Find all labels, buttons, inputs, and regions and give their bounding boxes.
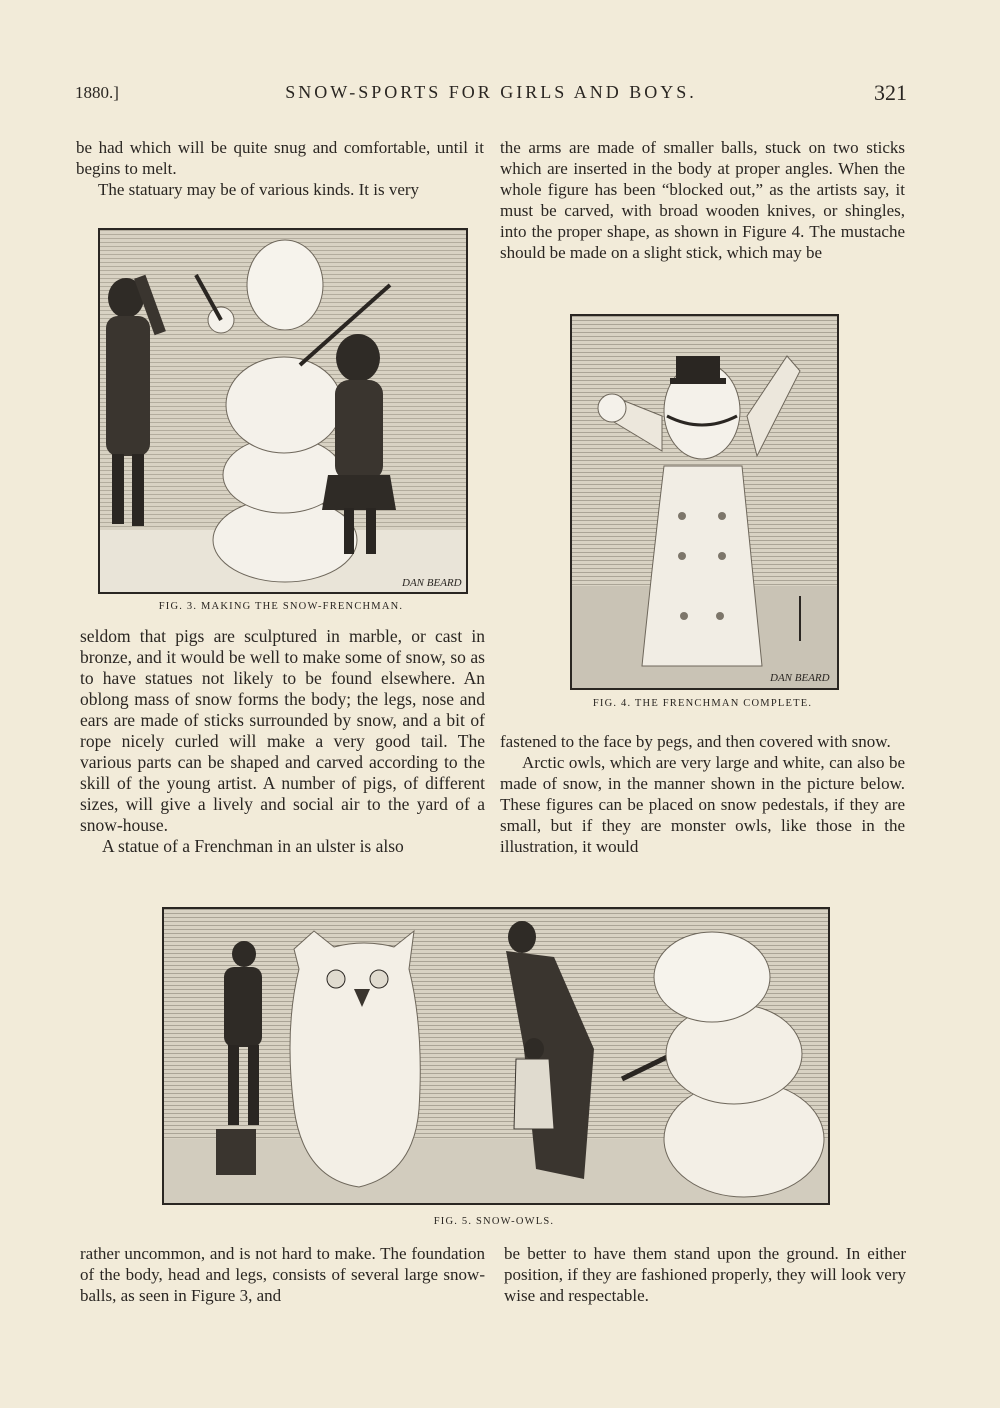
paragraph: A statue of a Frenchman in an ulster is also xyxy=(102,836,404,856)
bottom-right-column xyxy=(504,1243,906,1306)
paragraph: fastened to the face by pegs, and then covered with snow. xyxy=(500,732,891,751)
paragraph: the arms are made of smaller balls, stuck on two sticks which are inserted in the body at proper angles. When the whole figure has been “blocked out,” as the artists say, it must be carved, with broad wooden knives, or shingles, into the proper shape, as shown in Figure 4. The mustache should be made on a slight stick, which may be xyxy=(500,138,905,262)
figure-4-drawing xyxy=(572,316,837,688)
figure-3-caption: FIG. 3. MAKING THE SNOW-FRENCHMAN. xyxy=(158,601,404,612)
paragraph: seldom that pigs are sculptured in marble, or cast in bronze, and it would be well to make some of snow, so as to have statues not likely to be found elsewhere. An oblong mass of snow forms the body; the legs, nose and ears are made of sticks surrounded by snow, and a bit of rope nicely curled will make a very good tail. The various parts can be shaped and carved according to the skill of the young artist. A number of pigs, of different sizes, will give a lively and social air to the yard of a snow-house. xyxy=(80,626,485,835)
figure-4-caption: FIG. 4. THE FRENCHMAN COMPLETE. xyxy=(592,698,813,709)
figure-3-illustration xyxy=(98,228,468,594)
right-column-bottom xyxy=(500,731,905,857)
header-title: SNOW-SPORTS FOR GIRLS AND BOYS. xyxy=(285,82,697,102)
paragraph: The statuary may be of various kinds. It is very xyxy=(98,180,420,199)
figure-5-illustration xyxy=(162,907,830,1205)
paragraph: be better to have them stand upon the ground. In either position, if they are fashioned properly, they will look very wise and respectable. xyxy=(504,1244,906,1305)
page-number: 321 xyxy=(874,80,907,105)
left-column-bottom xyxy=(80,626,485,857)
figure-4-signature: DAN BEARD xyxy=(770,672,830,684)
right-column-top xyxy=(500,137,905,263)
paragraph: rather uncommon, and is not hard to make. The foundation of the body, head and legs, consists of several large snow-balls, as seen in Figure 3, and xyxy=(80,1244,485,1305)
figure-4-illustration xyxy=(570,314,839,690)
running-header xyxy=(75,80,907,108)
bottom-left-column xyxy=(80,1243,485,1306)
figure-5-caption: FIG. 5. SNOW-OWLS. xyxy=(433,1216,555,1227)
figure-3-signature: DAN BEARD xyxy=(402,577,462,589)
left-column-top xyxy=(76,137,484,200)
paragraph: Arctic owls, which are very large and white, can also be made of snow, in the manner shown in the picture below. These figures can be placed on snow pedestals, if they are small, but if they are monster owls, like those in the illustration, it would xyxy=(500,753,905,856)
figure-3-drawing xyxy=(100,230,466,592)
header-year: 1880.] xyxy=(75,83,119,102)
paragraph: be had which will be quite snug and comfortable, until it begins to melt. xyxy=(76,138,484,178)
figure-5-drawing xyxy=(164,909,828,1203)
